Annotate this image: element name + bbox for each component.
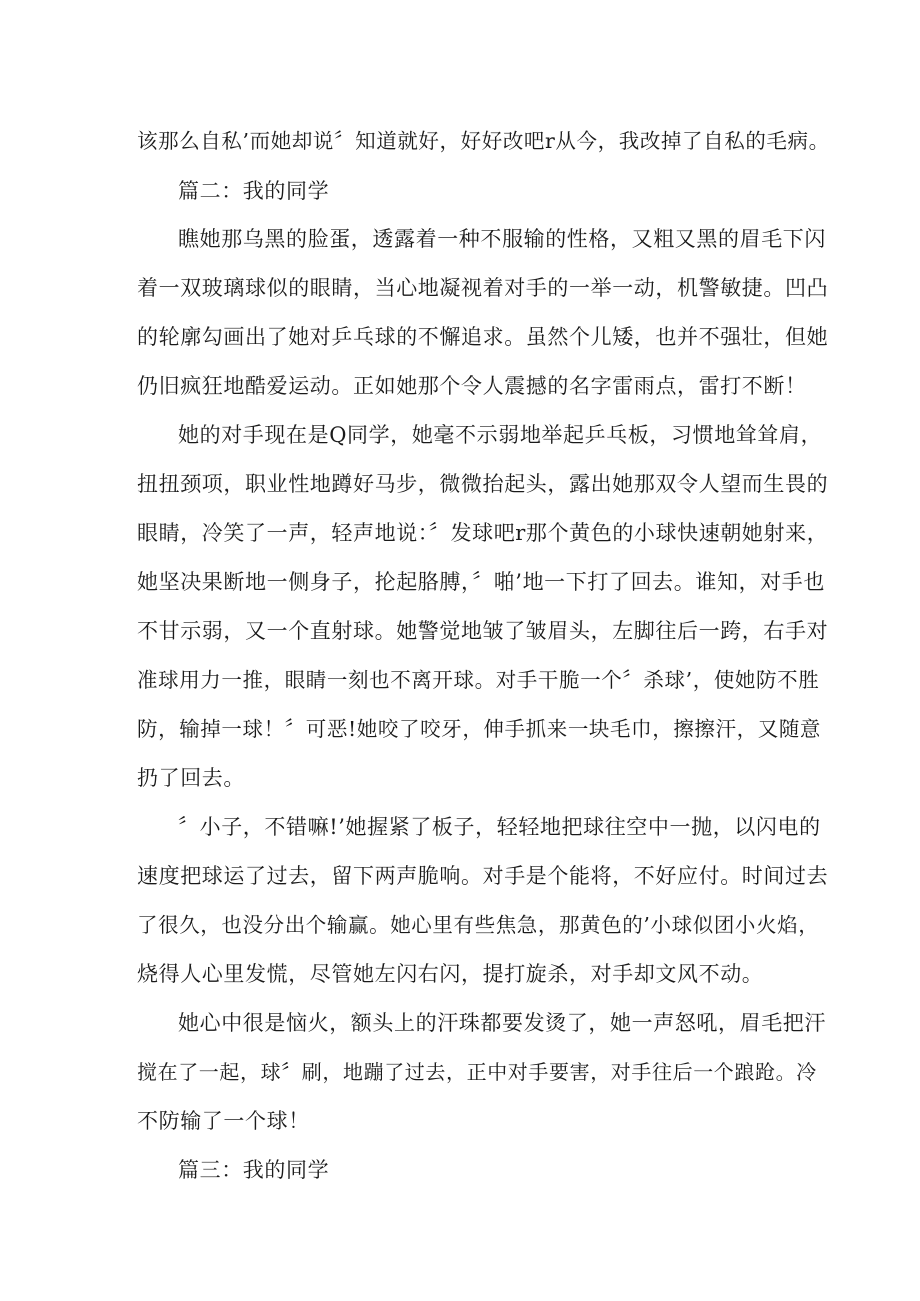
text-line: 了很久，也没分出个输赢。她心里有些焦急，那黄色的’小球似团小火焰， [137, 913, 820, 937]
text-line: 她心中很是恼火，额头上的汗珠都要发烫了，她一声怒吼，眉毛把汗 [178, 1011, 826, 1035]
section-heading: 篇三：我的同学 [178, 1158, 330, 1182]
text-line: 扭扭颈项，职业性地蹲好马步，微微抬起头，露出她那双令人望而生畏的 [137, 472, 829, 496]
text-line: 不防输了一个球！ [137, 1109, 310, 1133]
text-line: 准球用力一推，眼睛一刻也不离开球。对手干脆一个〞杀球’，使她防不胜 [137, 668, 820, 692]
text-line: 速度把球运了过去，留下两声脆响。对手是个能将，不好应付。时间过去 [137, 864, 829, 888]
text-line: 她的对手现在是Q同学，她毫不示弱地举起乒乓板，习惯地耸耸肩， [178, 423, 823, 447]
text-line: 仍旧疯狂地酷爱运动。正如她那个令人震撼的名字雷雨点，雷打不断！ [137, 374, 807, 398]
text-line: 扔了回去。 [137, 766, 245, 790]
text-line: 的轮廓勾画出了她对乒乓球的不懈追求。虽然个儿矮，也并不强壮，但她 [137, 325, 829, 349]
text-line: 搅在了一起，球〞刷，地蹦了过去，正中对手要害，对手往后一个踉跄。冷 [137, 1060, 817, 1084]
text-line: 眼睛，冷笑了一声，轻声地说：〞发球吧r那个黄色的小球快速朝她射来， [137, 521, 829, 545]
text-line: 〞小子，不错嘛!’她握紧了板子，轻轻地把球往空中一抛，以闪电的 [178, 815, 821, 839]
text-line: 防，输掉一球！〞可恶!她咬了咬牙，伸手抓来一块毛巾，擦擦汗，又随意 [137, 717, 822, 741]
text-line: 她坚决果断地一侧身子，抡起胳膊，〞啪’地一下打了回去。谁知，对手也 [137, 570, 825, 594]
text-line: 着一双玻璃球似的眼睛，当心地凝视着对手的一举一动，机警敏捷。凹凸 [137, 276, 829, 300]
section-heading: 篇二：我的同学 [178, 179, 330, 203]
text-line: 烧得人心里发慌，尽管她左闪右闪，提打旋杀，对手却文风不动。 [137, 962, 764, 986]
text-line: 该那么自私’而她却说〞知道就好，好好改吧r从今，我改掉了自私的毛病。 [137, 129, 830, 153]
text-line: 瞧她那乌黑的脸蛋，透露着一种不服输的性格，又粗又黑的眉毛下闪 [178, 227, 826, 251]
text-line: 不甘示弱，又一个直射球。她警觉地皱了皱眉头，左脚往后一跨，右手对 [137, 619, 829, 643]
